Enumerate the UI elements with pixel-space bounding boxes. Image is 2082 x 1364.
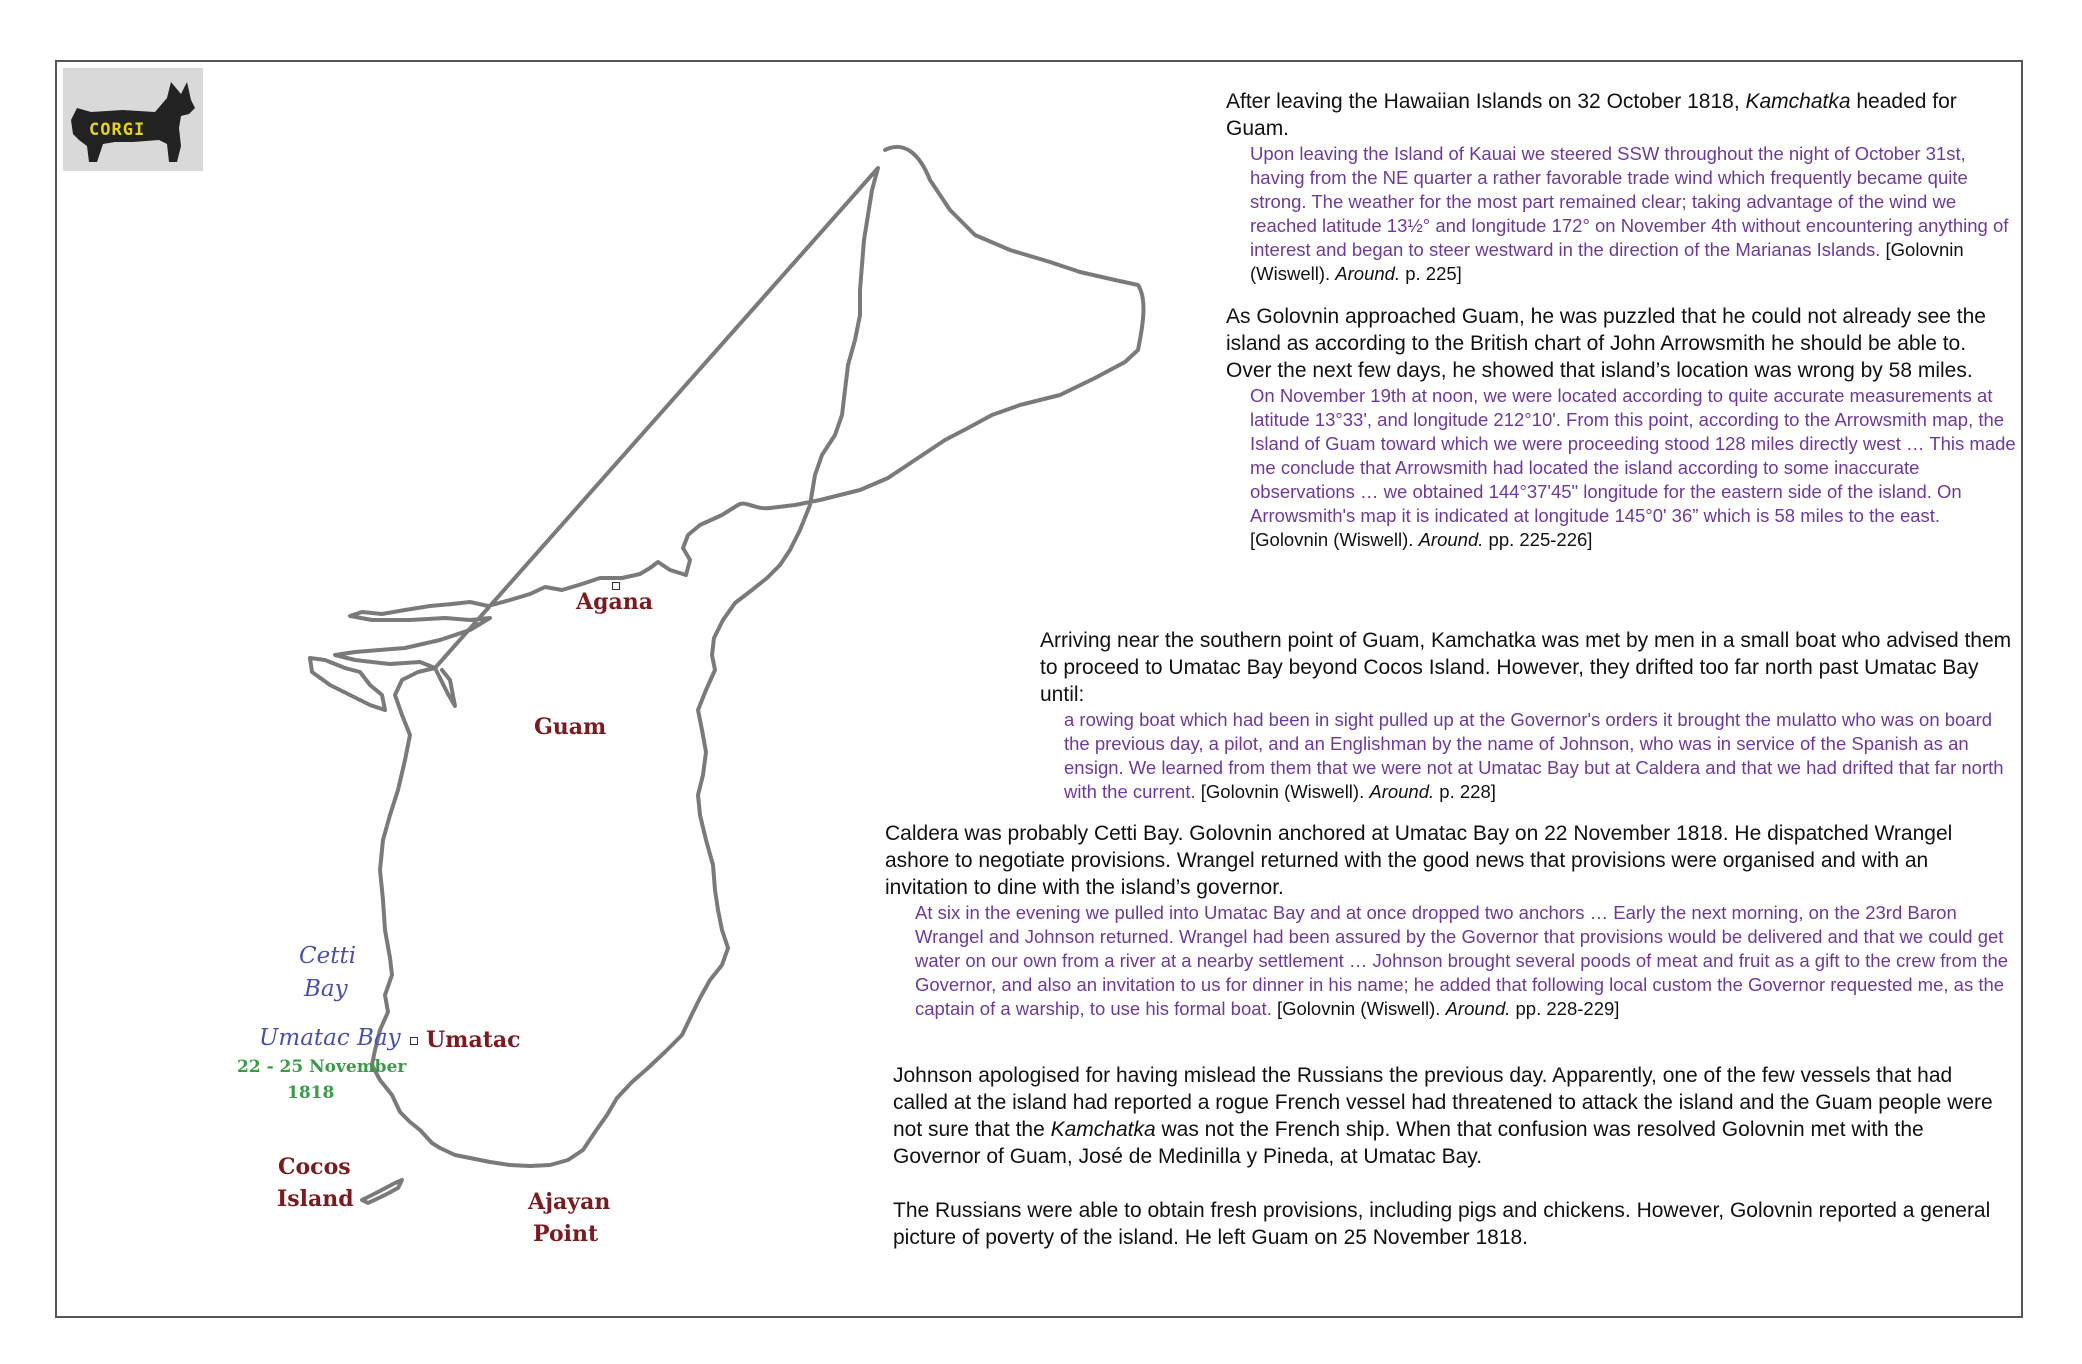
paragraph-departure-guam: The Russians were able to obtain fresh provisions, including pigs and chickens. However, Golovnin reported a general picture of poverty of the island. He left Guam on 25 November 1818. — [893, 1199, 1991, 1249]
citation: [Golovnin (Wiswell). Around. p. 228] — [1195, 781, 1496, 802]
citation: [Golovnin (Wiswell). Around. pp. 225-226] — [1250, 529, 1593, 550]
block-arrival — [1040, 627, 2016, 804]
paragraph-departure: After leaving the Hawaiian Islands on 32 October 1818, Kamchatka headed for Guam. — [1226, 90, 1957, 140]
block-anchoring — [885, 820, 2016, 1021]
orote-peninsula — [310, 658, 385, 710]
label-visit-dates: 22 - 25 November — [237, 1057, 407, 1077]
citation: [Golovnin (Wiswell). Around. p. 225] — [1250, 239, 1964, 284]
label-cetti-bay: Bay — [304, 976, 348, 1002]
paragraph-anchoring: Caldera was probably Cetti Bay. Golovnin anchored at Umatac Bay on 22 November 1818. He dispatched Wrangel ashore to negotiate provisions. Wrangel returned with the good news that provisions were organised and with an invitation to dine with the island’s governor. — [885, 822, 1953, 899]
logo-text: CORGI — [89, 120, 146, 140]
citation: [Golovnin (Wiswell). Around. pp. 228-229] — [1271, 998, 1620, 1019]
umatac-marker — [410, 1037, 418, 1045]
label-umatac: Umatac — [426, 1027, 521, 1053]
label-umatac-bay: Umatac Bay — [259, 1025, 401, 1051]
quote-umatac: At six in the evening we pulled into Umatac Bay and at once dropped two anchors … Early the next morning, on the 23rd Baron Wrangel and Johnson returned. Wrangel had been assured by the Governor that provisions would be delivered and that we could get water on our own from a river at a nearby settlement … Johnson brought several poods of meat and fruit as a gift to the crew from the Governor, and also an invitation to us for dinner in his name; he added that following local custom the Governor requested me, as the captain of a warship, to use his formal boat. [Golovnin (Wiswell). Around. pp. 228-229] — [915, 902, 2009, 1019]
block-johnson — [893, 1062, 2003, 1251]
paragraph-arrival: Arriving near the southern point of Guam, Kamchatka was met by men in a small boat who advised them to proceed to Umatac Bay beyond Cocos Island. However, they drifted too far north past Umatac Bay until: — [1040, 629, 2012, 706]
quote-arrowsmith: On November 19th at noon, we were located according to quite accurate measurements at latitude 13°33', and longitude 212°10'. From this point, according to the Arrowsmith map, the Island of Guam toward which we were proceeding stood 128 miles directly west … This made me conclude that Arrowsmith had located the island according to some inaccurate observations … we obtained 144°37'45" longitude for the eastern side of the island. On Arrowsmith's map it is indicated at longitude 145°0' 36” which is 58 miles to the east. [Golovnin (Wiswell). Around. pp. 225-226] — [1250, 385, 2016, 550]
quote-rowing-boat: a rowing boat which had been in sight pulled up at the Governor's orders it brought the mulatto who was on board the previous day, a pilot, and an Englishman by the name of Johnson, who was in service of the Spanish as an ensign. We learned from them that we were not at Umatac Bay but at Caldera and that we had drifted that far north with the current. [Golovnin (Wiswell). Around. p. 228] — [1064, 709, 2004, 802]
label-visit-year: 1818 — [287, 1083, 335, 1103]
block-departure — [1226, 88, 2016, 286]
paragraph-arrowsmith: As Golovnin approached Guam, he was puzzled that he could not already see the island as according to the British chart of John Arrowsmith he should be able to. Over the next few days, he showed that island’s location was wrong by 58 miles. — [1226, 305, 1986, 382]
label-ajayan: Ajayan — [528, 1189, 611, 1215]
label-ajayan-point: Point — [533, 1221, 599, 1247]
cocos-island-shape — [362, 1180, 402, 1203]
block-arrowsmith — [1226, 303, 2016, 552]
label-cocos-island: Island — [277, 1186, 354, 1212]
label-agana: Agana — [576, 589, 653, 615]
label-cocos: Cocos — [278, 1154, 351, 1180]
label-guam: Guam — [534, 714, 607, 740]
label-cetti: Cetti — [299, 943, 357, 969]
quote-kauai: Upon leaving the Island of Kauai we steered SSW throughout the night of October 31st, having from the NE quarter a rather favorable trade wind which frequently became quite strong. The weather for the most part remained clear; taking advantage of the wind we reached latitude 13½° and longitude 172° on November 4th without encountering anything of interest and began to steer westward in the direction of the Marianas Islands. [Golovnin (Wiswell). Around. p. 225] — [1250, 143, 2009, 284]
paragraph-johnson: Johnson apologised for having mislead the Russians the previous day. Apparently, one of the few vessels that had called at the island had reported a rogue French vessel had threatened to attack the island and the Guam people were not sure that the Kamchatka was not the French ship. When that confusion was resolved Golovnin met with the Governor of Guam, José de Medinilla y Pineda, at Umatac Bay. — [893, 1064, 1993, 1168]
